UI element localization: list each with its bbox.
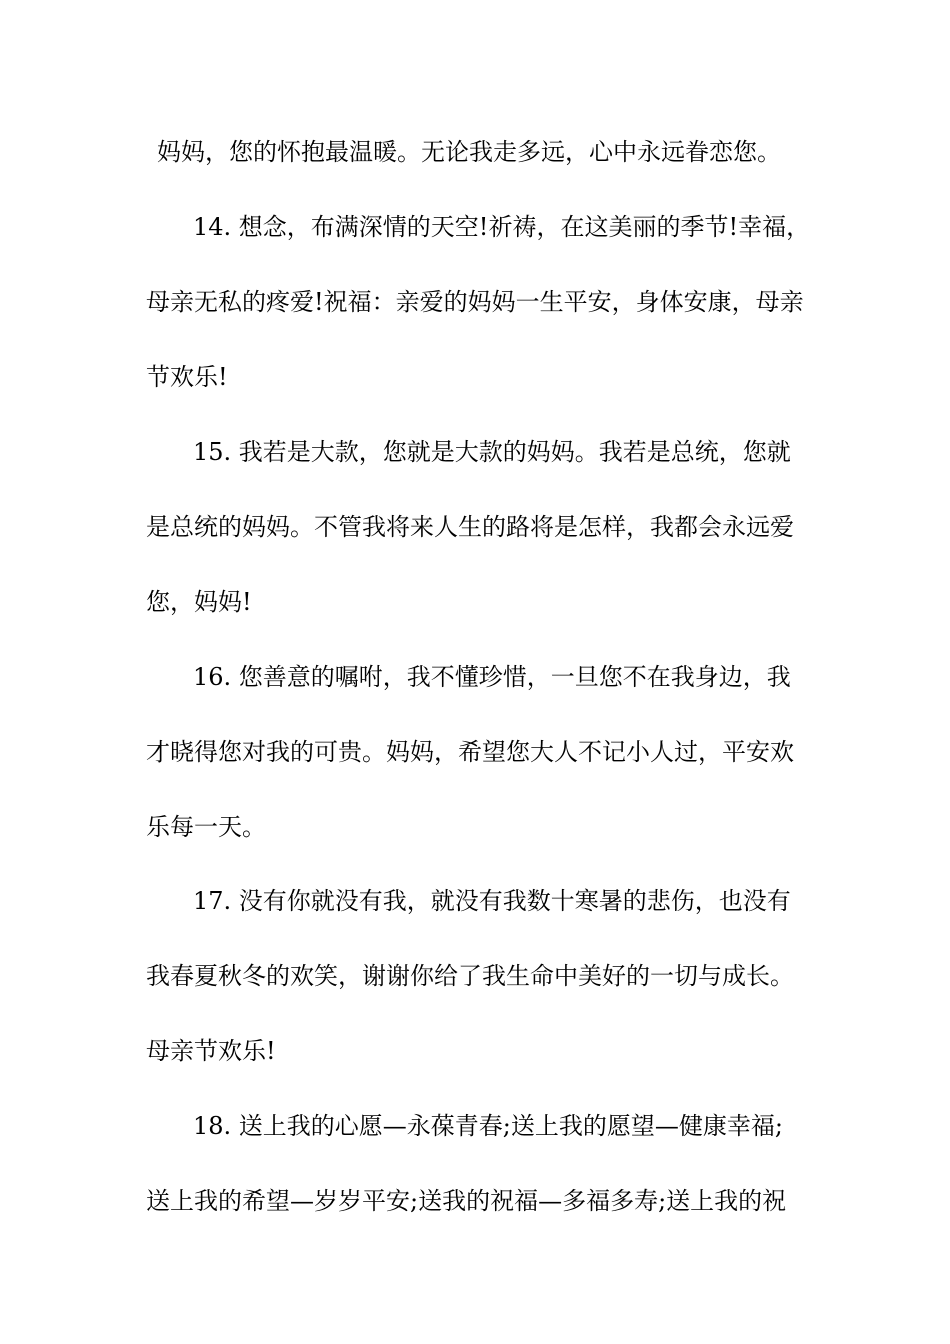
paragraph-16-line-1: 16. 您善意的嘱咐，我不懂珍惜，一旦您不在我身边，我 — [193, 663, 791, 691]
paragraph-14-line-2: 母亲无私的疼爱!祝福：亲爱的妈妈一生平安，身体安康，母亲 — [146, 288, 804, 316]
paragraph-15-line-1: 15. 我若是大款，您就是大款的妈妈。我若是总统，您就 — [193, 438, 791, 466]
paragraph-14-line-3: 节欢乐! — [146, 363, 228, 391]
paragraph-18-line-1: 18. 送上我的心愿—永葆青春;送上我的愿望—健康幸福; — [193, 1112, 783, 1140]
paragraph-17-line-3: 母亲节欢乐! — [146, 1037, 276, 1065]
paragraph-15-line-3: 您，妈妈! — [146, 588, 252, 616]
paragraph-16-line-2: 才晓得您对我的可贵。妈妈，希望您大人不记小人过，平安欢 — [146, 738, 794, 766]
paragraph-17-line-2: 我春夏秋冬的欢笑，谢谢你给了我生命中美好的一切与成长。 — [146, 962, 794, 990]
text-line: 妈妈，您的怀抱最温暖。无论我走多远，心中永远眷恋您。 — [157, 138, 781, 166]
paragraph-15-line-2: 是总统的妈妈。不管我将来人生的路将是怎样，我都会永远爱 — [146, 513, 794, 541]
paragraph-16-line-3: 乐每一天。 — [146, 813, 266, 841]
paragraph-18-line-2: 送上我的希望—岁岁平安;送我的祝福—多福多寿;送上我的祝 — [146, 1187, 787, 1215]
paragraph-14-line-1: 14. 想念，布满深情的天空!祈祷，在这美丽的季节!幸福， — [193, 213, 811, 241]
paragraph-17-line-1: 17. 没有你就没有我，就没有我数十寒暑的悲伤，也没有 — [193, 887, 791, 915]
